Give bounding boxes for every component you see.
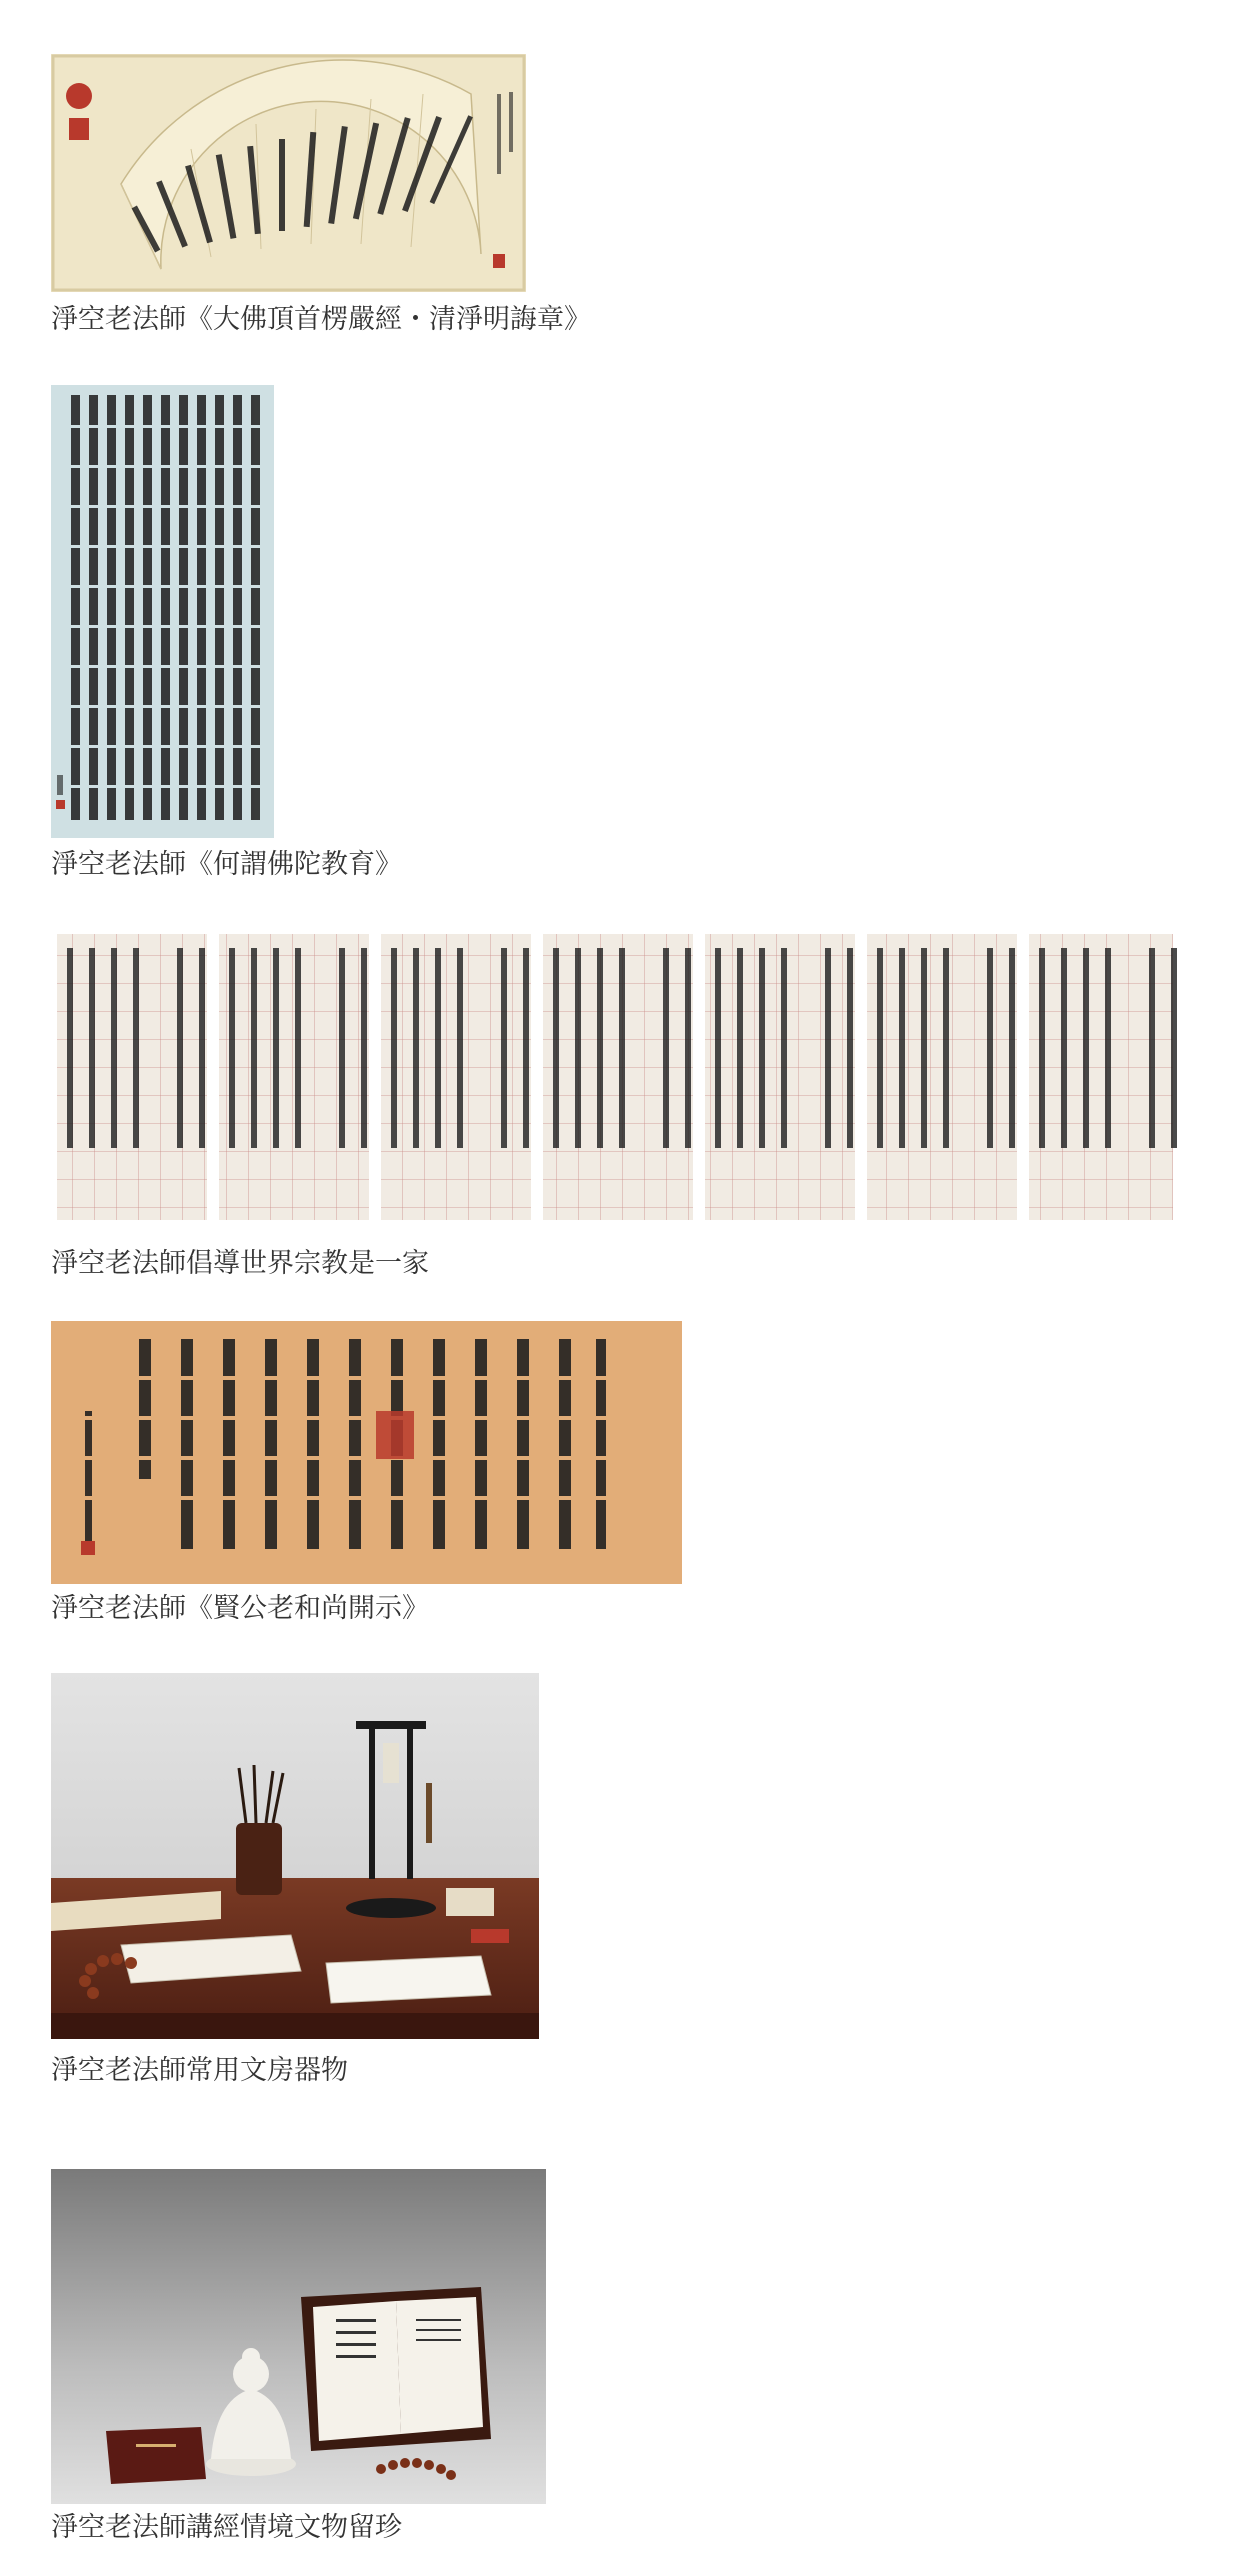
album-calligraphy-caption: 淨空老法師倡導世界宗教是一家	[51, 1248, 429, 1279]
lecture-relics-caption: 淨空老法師講經情境文物留珍	[51, 2512, 402, 2543]
album-calligraphy-image	[51, 928, 1179, 1226]
study-objects-photo	[51, 1673, 539, 2039]
scroll-calligraphy-image	[51, 385, 274, 838]
fan-calligraphy-image	[51, 54, 526, 292]
fan-calligraphy-caption: 淨空老法師《大佛頂首楞嚴經・清淨明誨章》	[51, 304, 591, 335]
horizontal-calligraphy-caption: 淨空老法師《賢公老和尚開示》	[51, 1593, 429, 1624]
study-objects-caption: 淨空老法師常用文房器物	[51, 2055, 348, 2086]
lecture-relics-photo	[51, 2169, 546, 2504]
horizontal-calligraphy-image	[51, 1321, 682, 1584]
scroll-calligraphy-caption: 淨空老法師《何謂佛陀教育》	[51, 849, 402, 880]
